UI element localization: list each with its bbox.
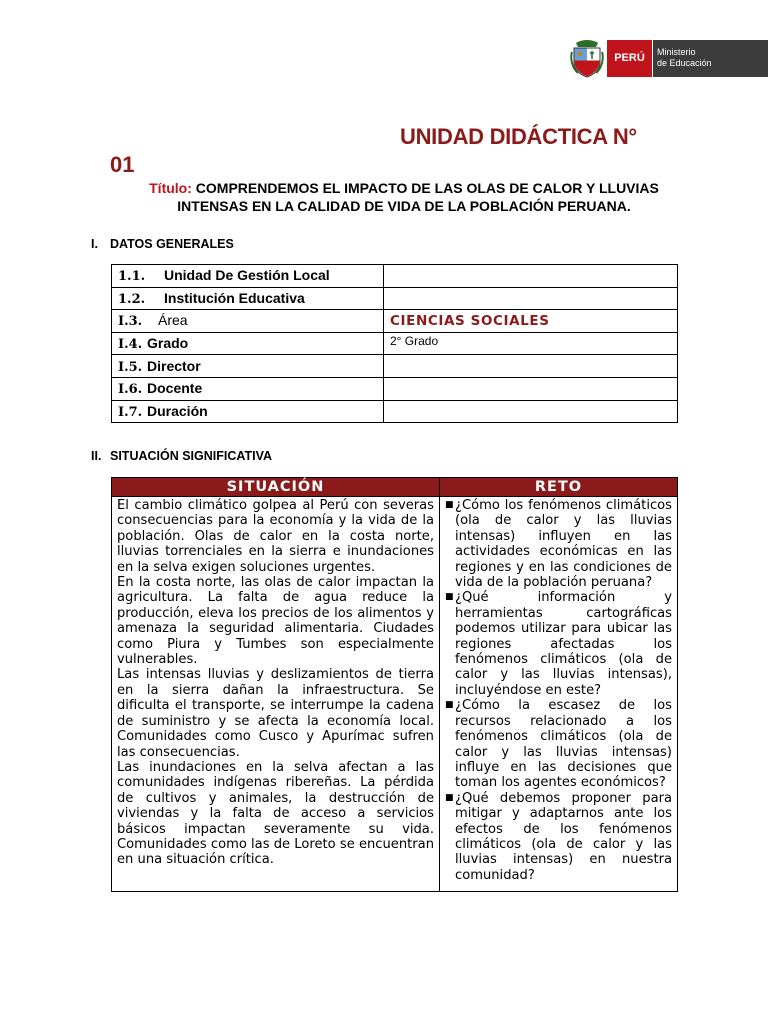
grado-value: 2° Grado (384, 332, 678, 355)
table-row: I.6. Docente (112, 377, 678, 400)
list-item: ■ ¿Cómo los fenómenos climáticos (ola de calor y las lluvias intensas) influyen en las actividades económicas en las regiones y en las condiciones de vida de la población peruana? (445, 498, 672, 591)
reto-text (440, 497, 678, 892)
square-bullet-icon: ■ (445, 500, 454, 510)
square-bullet-icon: ■ (445, 700, 454, 711)
square-bullet-icon: ■ (445, 592, 454, 603)
titulo-label: Título: (149, 180, 192, 196)
paragraph: El cambio climático golpea al Perú con severas consecuencias para la economía y la vida de la población. Olas de calor en la costa norte, lluvias torrenciales en la sierra e inundaciones en la selva exigen soluciones urgentes. (117, 498, 434, 575)
table-row: 1.1. Unidad De Gestión Local (112, 265, 678, 288)
datos-generales-table (111, 264, 678, 423)
peru-coat-of-arms-icon (570, 38, 604, 78)
reto-header: RETO (440, 478, 678, 497)
list-item: ■ ¿Qué debemos proponer para mitigar y adaptarnos ante los efectos de los fenómenos climáticos (ola de calor y las lluvias intensas) en nuestra comunidad? (445, 790, 672, 883)
table-row: I.5. Director (112, 355, 678, 378)
list-item: ■ ¿Cómo la escasez de los recursos relacionado a los fenómenos climáticos (ola de calor y las lluvias intensas) influye en las decisiones que toman los agentes económicos? (445, 698, 672, 791)
table-row: 1.2. Institución Educativa (112, 287, 678, 310)
list-item: ■ ¿Qué información y herramientas cartográficas podemos utilizar para ubicar las regiones afectadas los fenómenos climáticos (ola de calor y las lluvias intensas), incluyéndose en este? (445, 590, 672, 698)
reto-list (445, 498, 672, 883)
titulo-block (100, 179, 708, 215)
situacion-text (112, 497, 440, 892)
titulo-text-line1: COMPRENDEMOS EL IMPACTO DE LAS OLAS DE CALOR Y LLUVIAS (195, 180, 659, 196)
area-value: CIENCIAS SOCIALES (384, 310, 678, 333)
paragraph: Las inundaciones en la selva afectan a las comunidades indígenas ribereñas. La pérdida de cultivos y animales, la destrucción de viviendas y la falta de acceso a servicios básicos impactan severamente su vida. Comunidades como las de Loreto se encuentran en una situación crítica. (117, 759, 434, 868)
paragraph: Las intensas lluvias y deslizamientos de tierra en la sierra dañan la infraestructura. Se dificulta el transporte, se interrumpe la cadena de suministro y se afecta la economía local. Comunidades como Cusco y Apurímac sufren las consecuencias. (117, 667, 434, 760)
section-datos-generales: I. DATOS GENERALES (91, 237, 234, 251)
minedu-logo (570, 38, 768, 78)
section-situacion-significativa: II. SITUACIÓN SIGNIFICATIVA (91, 449, 273, 463)
situacion-header: SITUACIÓN (112, 478, 440, 497)
situacion-table (111, 477, 678, 892)
table-row: I.4. Grado 2° Grado (112, 332, 678, 355)
table-row: I.7. Duración (112, 400, 678, 423)
titulo-text-line2: INTENSAS EN LA CALIDAD DE VIDA DE LA POBLACIÓN PERUANA. (177, 198, 631, 214)
paragraph: En la costa norte, las olas de calor impactan la agricultura. La falta de agua reduce la producción, eleva los precios de los alimentos y amenaza la seguridad alimentaria. Ciudades como Piura y Tumbes son especialmente vulnerables. (117, 575, 434, 668)
peru-label: PERÚ (607, 40, 652, 77)
table-header-row (112, 478, 678, 497)
square-bullet-icon: ■ (445, 792, 454, 803)
table-row (112, 497, 678, 892)
table-row: I.3. Área CIENCIAS SOCIALES (112, 310, 678, 333)
unidad-title: UNIDAD DIDÁCTICA N° (400, 124, 637, 149)
unidad-number: 01 (110, 152, 135, 177)
ministerio-label: Ministerio de Educación (652, 40, 768, 77)
